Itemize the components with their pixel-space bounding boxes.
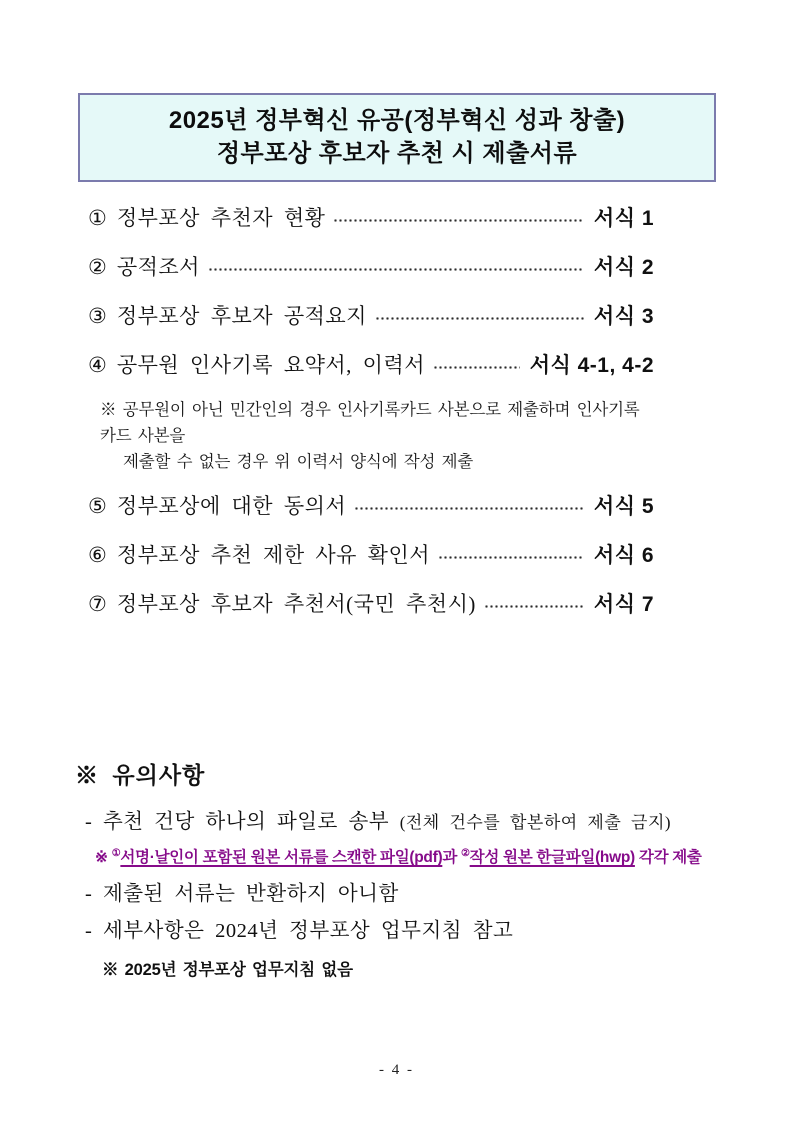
checklist-item-6 (88, 544, 654, 567)
checklist-item-5 (88, 495, 654, 518)
circled-1-superscript: ① (111, 847, 121, 859)
item-number: ① (88, 206, 107, 230)
dotted-leader (375, 316, 584, 321)
item-number: ③ (88, 304, 107, 328)
item-number: ④ (88, 353, 107, 377)
notices-heading: ※ 유의사항 (75, 762, 206, 788)
checklist-item-2 (88, 256, 654, 279)
checklist-item-4 (88, 354, 654, 377)
item-4-note-line-1: ※ 공무원이 아닌 민간인의 경우 인사기록카드 사본으로 제출하며 인사기록카드 사본을 (100, 401, 640, 445)
form-ref: 서식 4-1, 4-2 (529, 354, 654, 377)
purple-note-mid: 과 (442, 849, 461, 866)
item-label: 정부포상 후보자 추천서(국민 추천시) (116, 592, 476, 616)
dotted-leader (208, 267, 584, 272)
checklist-item-3 (88, 305, 654, 328)
circled-2-superscript: ② (461, 847, 470, 859)
notice-bullet-3: - 세부사항은 2024년 정부포상 업무지침 참고 (85, 920, 514, 942)
dotted-leader (333, 218, 584, 223)
dotted-leader (438, 555, 584, 560)
notice-bullet-1-text: - 추천 건당 하나의 파일로 송부 (85, 811, 390, 833)
item-label: 공무원 인사기록 요약서, 이력서 (116, 353, 426, 377)
item-label: 정부포상 후보자 공적요지 (116, 304, 367, 328)
checklist-item-7 (88, 593, 654, 616)
purple-submission-note (95, 848, 725, 868)
notice-bullet-1 (85, 810, 725, 835)
item-label: 정부포상 추천 제한 사유 확인서 (116, 543, 431, 567)
item-number: ⑦ (88, 592, 107, 616)
item-number: ② (88, 255, 107, 279)
dotted-leader (484, 604, 584, 609)
title-box (78, 93, 716, 182)
title-line-1: 2025년 정부혁신 유공(정부혁신 성과 창출) (168, 107, 626, 134)
no-2025-guideline-note: ※ 2025년 정부포상 업무지침 없음 (102, 961, 353, 979)
item-number: ⑥ (88, 543, 107, 567)
submission-checklist (88, 207, 654, 642)
dotted-leader (433, 365, 520, 370)
dotted-leader (354, 506, 584, 511)
purple-note-underline-2: 작성 원본 한글파일(hwp) (469, 849, 635, 866)
form-ref: 서식 2 (593, 256, 654, 279)
item-label: 정부포상 추천자 현황 (116, 206, 326, 230)
form-ref: 서식 6 (593, 544, 654, 567)
notice-bullet-2: - 제출된 서류는 반환하지 아니함 (85, 883, 399, 905)
form-ref: 서식 7 (593, 593, 654, 616)
purple-note-suffix: 각각 제출 (634, 849, 702, 866)
item-label: 공적조서 (116, 255, 200, 279)
checklist-item-1 (88, 207, 654, 230)
notice-bullet-1-paren: (전체 건수를 합본하여 제출 금지) (399, 813, 672, 832)
item-label: 정부포상에 대한 동의서 (116, 494, 347, 518)
title-line-2: 정부포상 후보자 추천 시 제출서류 (216, 140, 578, 167)
purple-note-underline-1: 서명·날인이 포함된 원본 서류를 스캔한 파일(pdf) (120, 849, 443, 866)
purple-note-prefix: ※ (95, 849, 112, 866)
form-ref: 서식 1 (593, 207, 654, 230)
form-ref: 서식 5 (593, 495, 654, 518)
notices-section (75, 757, 725, 980)
item-number: ⑤ (88, 494, 107, 518)
page-number: - 4 - (379, 1062, 414, 1078)
item-4-note (100, 397, 654, 475)
item-4-note-line-2: 제출할 수 없는 경우 위 이력서 양식에 작성 제출 (123, 453, 474, 471)
form-ref: 서식 3 (593, 305, 654, 328)
